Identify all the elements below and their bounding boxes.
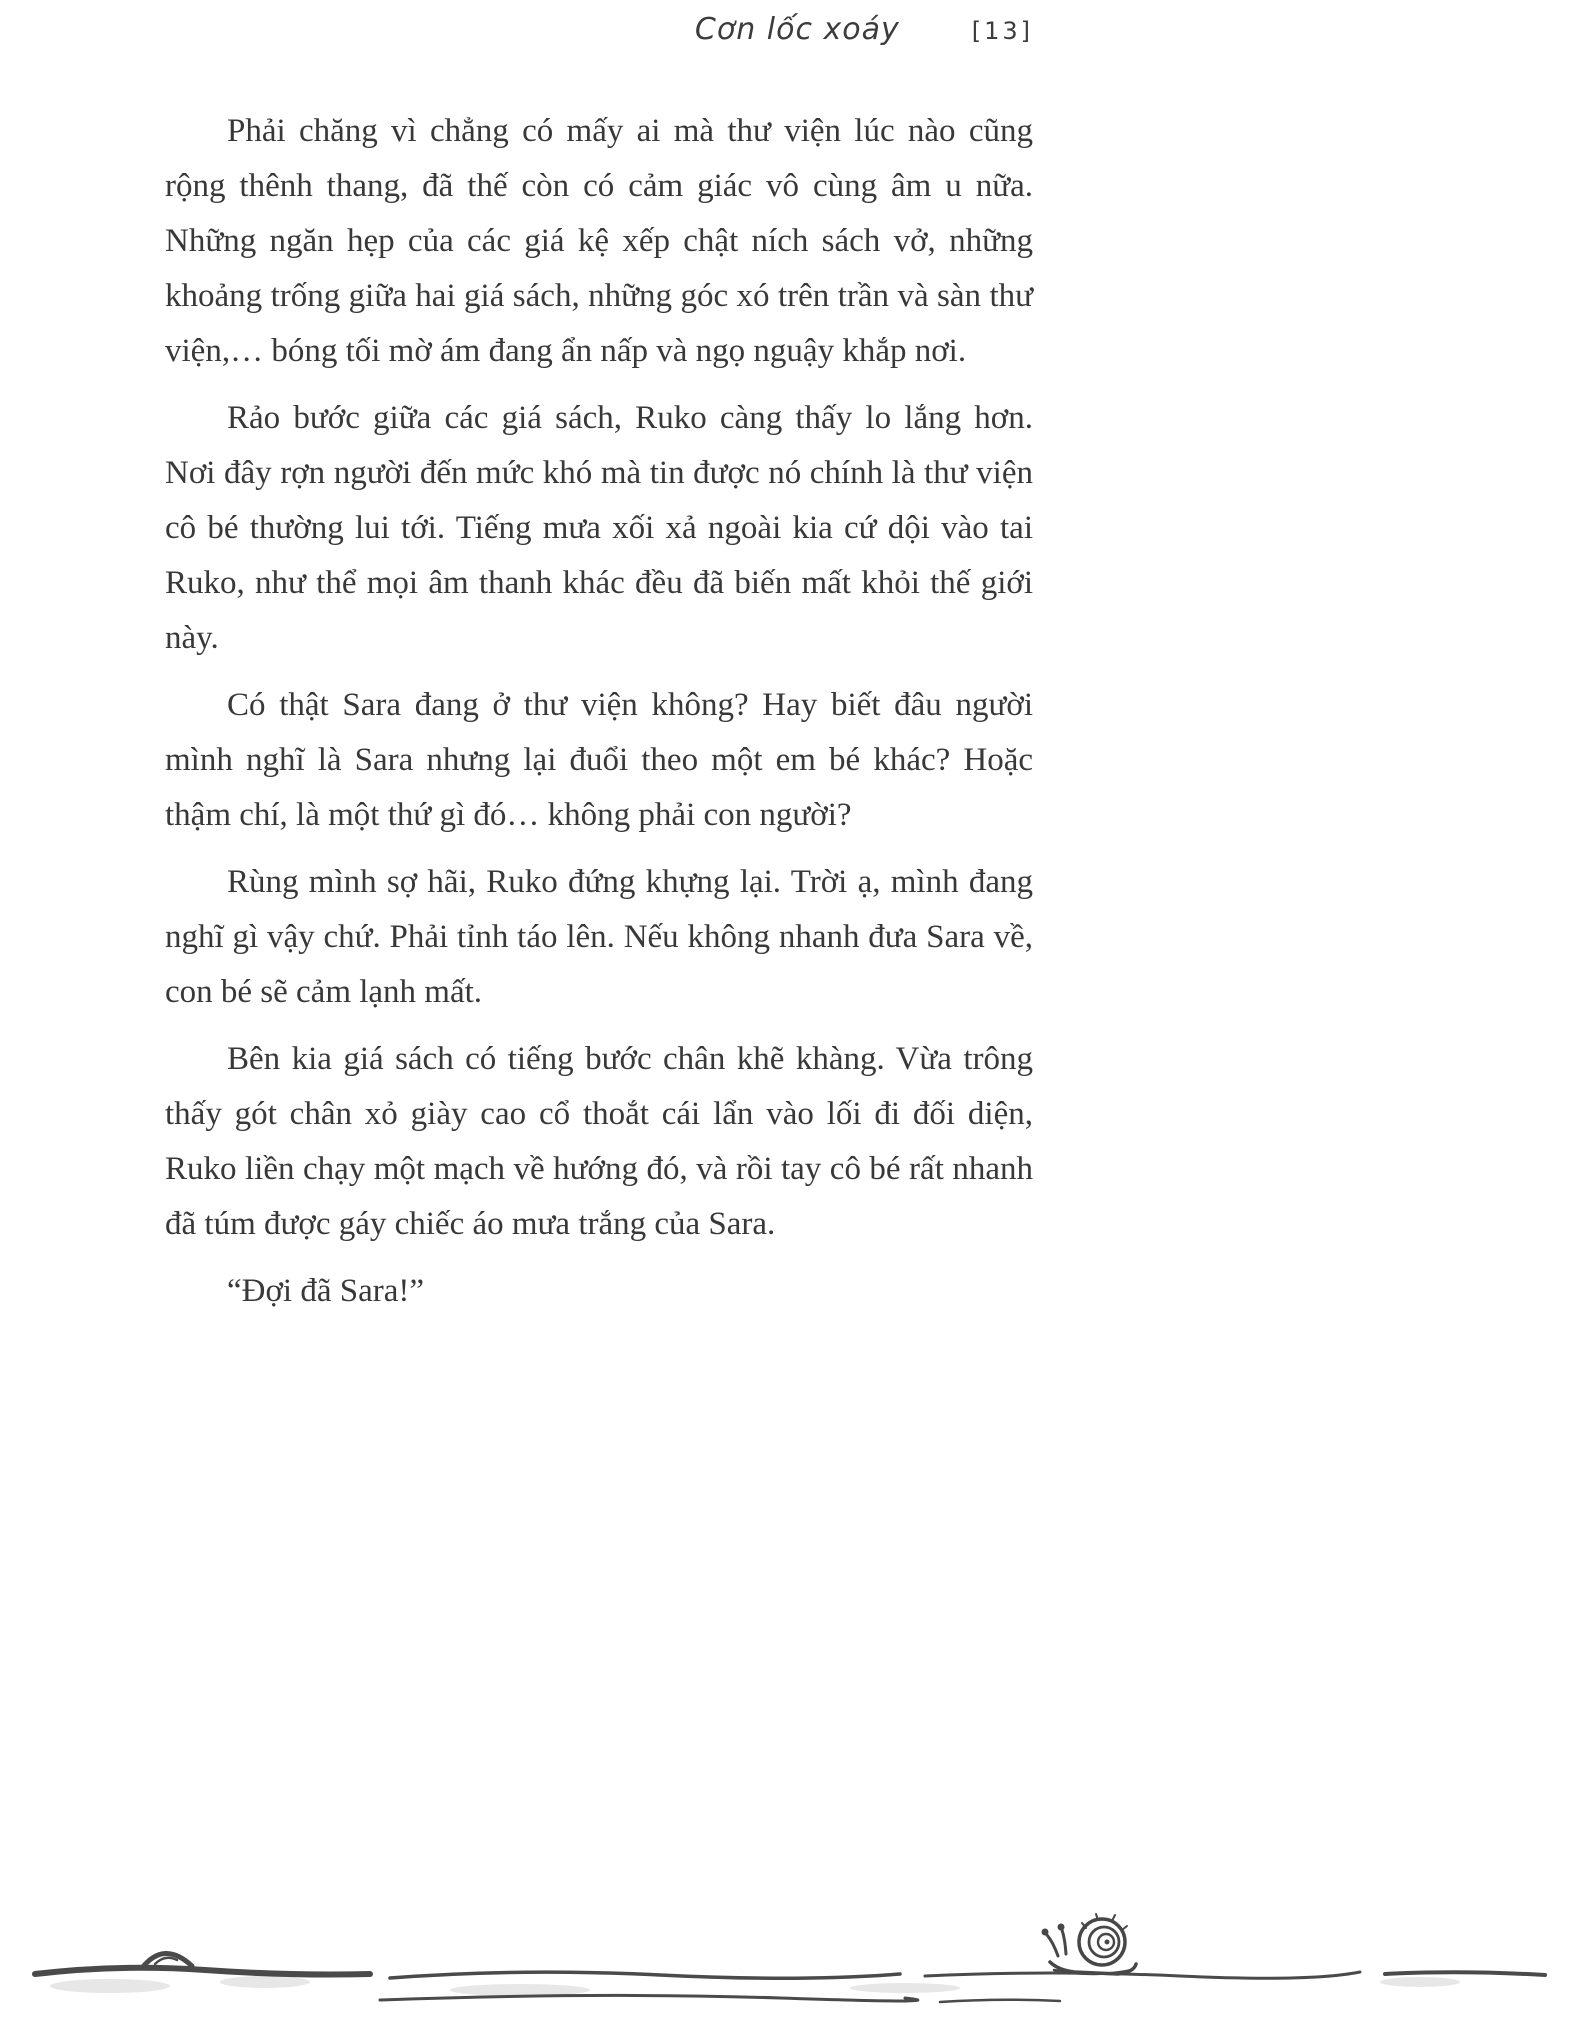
footer-illustration-svg [0,1890,1571,2017]
snail-icon [1042,1914,1137,1974]
body-text [165,104,1033,1331]
paragraph: Bên kia giá sách có tiếng bước chân khẽ khàng. Vừa trông thấy gót chân xỏ giày cao cổ thoắt cái lẩn vào lối đi đối diện, Ruko liền chạy một mạch về hướng đó, và rồi tay cô bé rất nhanh đã túm được gáy chiếc áo mưa trắng của Sara. [165,1041,1033,1242]
paragraph: Rùng mình sợ hãi, Ruko đứng khựng lại. Trời ạ, mình đang nghĩ gì vậy chứ. Phải tỉnh táo lên. Nếu không nhanh đưa Sara về, con bé sẽ cảm lạnh mất. [165,864,1033,1010]
paragraph: Phải chăng vì chẳng có mấy ai mà thư viện lúc nào cũng rộng thênh thang, đã thế còn có cảm giác vô cùng âm u nữa. Những ngăn hẹp của các giá kệ xếp chật ních sách vở, những khoảng trống giữa hai giá sách, những góc xó trên trần và sàn thư viện,… bóng tối mờ ám đang ẩn nấp và ngọ nguậy khắp nơi. [165,113,1033,369]
paragraph: Rảo bước giữa các giá sách, Ruko càng thấy lo lắng hơn. Nơi đây rợn người đến mức khó mà tin được nó chính là thư viện cô bé thường lui tới. Tiếng mưa xối xả ngoài kia cứ dội vào tai Ruko, như thể mọi âm thanh khác đều đã biến mất khỏi thế giới này. [165,400,1033,656]
page-number: [13] [971,17,1033,45]
page-header [165,12,1033,47]
paragraph: Có thật Sara đang ở thư viện không? Hay biết đâu người mình nghĩ là Sara nhưng lại đuổi theo một em bé khác? Hoặc thậm chí, là một thứ gì đó… không phải con người? [165,687,1033,833]
paragraph: “Đợi đã Sara!” [227,1273,425,1309]
footer-illustration [0,1890,1571,2017]
running-title: Cơn lốc xoáy [694,12,900,47]
